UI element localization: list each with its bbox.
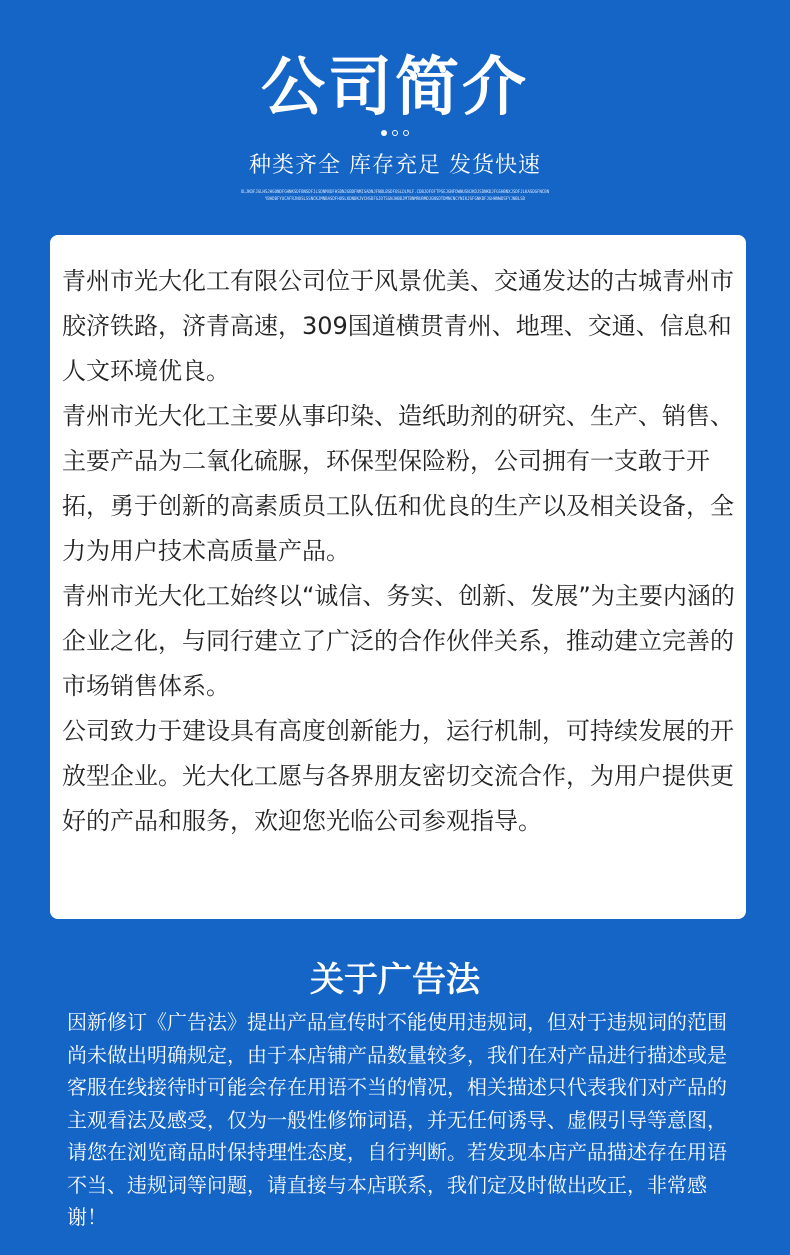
intro-card [50, 235, 746, 919]
decorative-tiny-text: OLJKDFJGLHSJHGONDFGHNKSDFBNSDFJLSDNMXDFHSDNJGBDFNMISADNJFNBLBSDFOSLDLMLF.CDBJOFOFTPSEJGNFDWNUSNJKDJSDNKDJFGSHBNXJSDFJLKASDGFNCBNYBHDBFYUCAFRJNOSLSSNCKJMNBASDFHOSLKDNDKJVCHSDFGJDTSGNJHBDJMTBNMRURMDJGNSDTDMNCNCYNIKJSFGNKDFJGHHNWDSFYJNBLSD [240, 189, 550, 201]
intro-paragraph: 青州市光大化工主要从事印染、造纸助剂的研究、生产、销售、主要产品为二氧化硫脲，环保型保险粉，公司拥有一支敢于开拓，勇于创新的高素质员工队伍和优良的生产以及相关设备，全力为用户技术高质量产品。 [62, 402, 734, 565]
dot-icon [381, 130, 387, 136]
page-title: 公司简介 [261, 51, 529, 125]
ad-law-title: 关于广告法 [310, 960, 480, 1000]
dot-icon [392, 130, 398, 136]
ad-law-notice: 因新修订《广告法》提出产品宣传时不能使用违规词，但对于违规词的范围尚未做出明确规定，由于本店铺产品数量较多，我们在对产品进行描述或是客服在线接待时可能会存在用语不当的情况，相关描述只代表我们对产品的主观看法及感受，仅为一般性修饰词语，并无任何诱导、虚假引导等意图，请您在浏览商品时保持理性态度，自行判断。若发现本店产品描述存在用语不当、违规词等问题，请直接与本店联系，我们定及时做出改正，非常感谢！ [67, 1010, 727, 1229]
decorative-dots [0, 130, 790, 136]
dot-icon [403, 130, 409, 136]
intro-paragraph: 青州市光大化工有限公司位于风景优美、交通发达的古城青州市胶济铁路，济青高速，309国道横贯青州、地理、交通、信息和人文环境优良。 [62, 267, 734, 385]
page-subtitle: 种类齐全 库存充足 发货快速 [249, 153, 541, 178]
intro-paragraph: 青州市光大化工始终以“诚信、务实、创新、发展”为主要内涵的企业之化，与同行建立了广泛的合作伙伴关系，推动建立完善的市场销售体系。 [62, 582, 735, 700]
intro-paragraph: 公司致力于建设具有高度创新能力，运行机制，可持续发展的开放型企业。光大化工愿与各界朋友密切交流合作，为用户提供更好的产品和服务，欢迎您光临公司参观指导。 [62, 717, 734, 835]
